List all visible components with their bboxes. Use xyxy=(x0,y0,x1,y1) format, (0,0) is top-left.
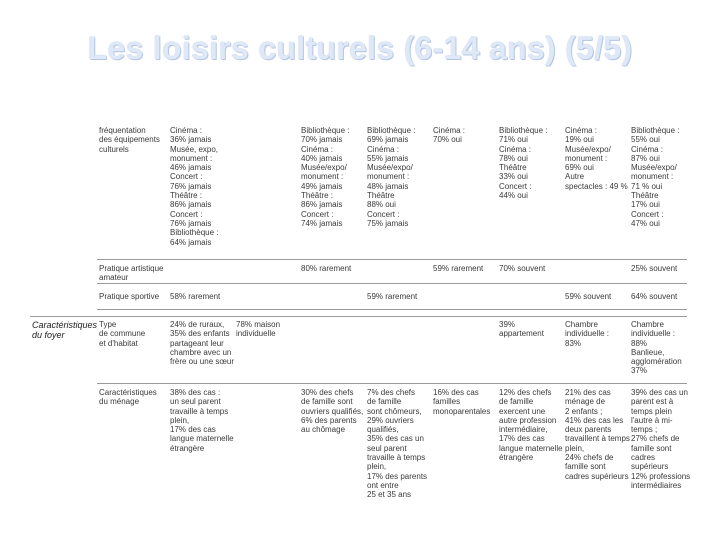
table-cell: 59% rarement xyxy=(433,264,484,273)
table-cell: 64% souvent xyxy=(631,292,678,301)
row-label-caracteristiques-foyer: Caractéristiques du foyer xyxy=(32,320,98,340)
table-cell: 25% souvent xyxy=(631,264,678,273)
table-cell: Chambre individuelle : 83% xyxy=(565,320,610,348)
row-label-pratique-sportive: Pratique sportive xyxy=(99,292,160,301)
row-label-pratique-artistique: Pratique artistique amateur xyxy=(99,264,164,283)
table-cell: 58% rarement xyxy=(170,292,221,301)
table-cell: 70% souvent xyxy=(499,264,546,273)
row-label-frequentation: fréquentation des équipements culturels xyxy=(99,126,160,154)
table-cell: 39% appartement xyxy=(499,320,544,339)
table-cell: Cinéma : 19% oui Musée/expo/ monument : 69% oui Autre spectacles : 49 % xyxy=(565,126,628,191)
row-label-caracteristiques-menage: Caractéristiques du ménage xyxy=(99,388,157,407)
table-cell: Bibliothèque : 71% oui Cinéma : 78% oui Théâtre 33% oui Concert : 44% oui xyxy=(499,126,548,201)
table-cell: Bibliothèque : 55% oui Cinéma : 87% oui Musée/expo/ monument : 71 % oui Théâtre 17% oui Concert : 47% oui xyxy=(631,126,680,228)
table-cell: 39% des cas un parent est à temps plein l'autre à mi- temps ; 27% chefs de famille sont cadres supérieurs 12% professions intermédiaires xyxy=(631,388,691,490)
separator-line xyxy=(97,259,687,260)
table-cell: 38% des cas : un seul parent travaille à temps plein, 17% des cas langue maternelle étrangère xyxy=(170,388,234,453)
row-label-type-commune: Type de commune et d'habitat xyxy=(99,320,146,348)
table-cell: Bibliothèque : 70% jamais Cinéma : 40% jamais Musée/expo/ monument : 49% jamais Théâtre : 86% jamais Concert : 74% jamais xyxy=(301,126,350,228)
separator-line xyxy=(97,309,687,310)
table-cell: 7% des chefs de famille sont chômeurs, 29% ouvriers qualifiés, 35% des cas un seul parent travaille à temps plein, 17% des parents ont entre 25 et 35 ans xyxy=(367,388,428,500)
slide-title: Les loisirs culturels (6-14 ans) (5/5) xyxy=(87,30,633,66)
table-cell: Bibliothèque : 69% jamais Cinéma : 55% jamais Musée/expo/ monument : 48% jamais Théâtre 88% oui Concert : 75% jamais xyxy=(367,126,416,228)
table-cell: Chambre individuelle : 88% Banlieue, agglomération 37% xyxy=(631,320,682,376)
table-cell: Cinéma : 36% jamais Musée, expo, monument : 46% jamais Concert : 76% jamais Théâtre : 86% jamais Concert : 76% jamais Bibliothèque : 64% jamais xyxy=(170,126,219,247)
separator-line xyxy=(97,383,687,384)
table-cell: 12% des chefs de famille exercent une autre profession intermédiaire, 17% des cas langue maternelle étrangère xyxy=(499,388,563,463)
table-cell: 78% maison individuelle xyxy=(236,320,281,339)
table-cell: 59% souvent xyxy=(565,292,612,301)
separator-line xyxy=(30,316,687,317)
table-cell: Cinéma : 70% oui xyxy=(433,126,466,145)
table-cell: 21% des cas ménage de 2 enfants ; 41% des cas les deux parents travaillent à temps plein, 24% chefs de famille sont cadres supérieurs xyxy=(565,388,630,481)
table-cell: 80% rarement xyxy=(301,264,352,273)
separator-line xyxy=(97,283,687,284)
table-cell: 24% de ruraux, 35% des enfants partageant leur chambre avec un frère ou une sœur xyxy=(170,320,235,367)
table-cell: 16% des cas familles monoparentales xyxy=(433,388,491,416)
table-cell: 59% rarement xyxy=(367,292,418,301)
table-cell: 30% des chefs de famille sont ouvriers qualifiés, 6% des parents au chômage xyxy=(301,388,364,435)
